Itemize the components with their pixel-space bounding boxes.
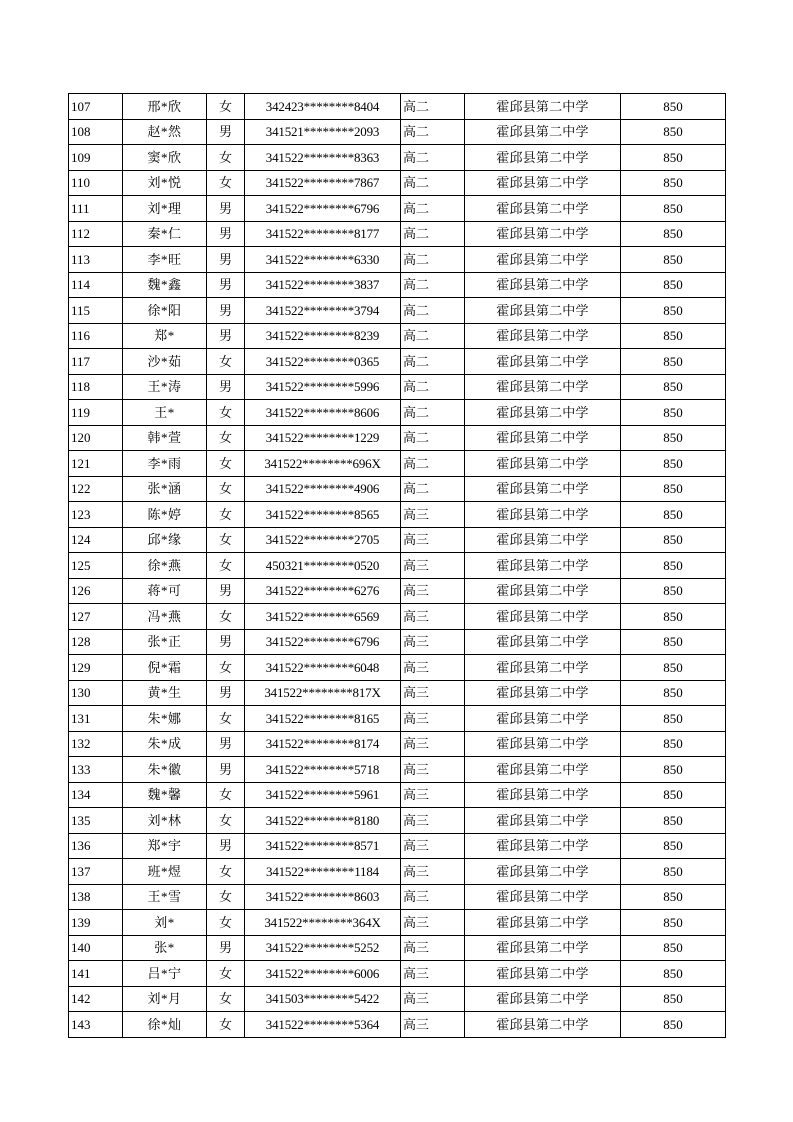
cell-amount: 850 [621, 349, 726, 375]
cell-gender: 女 [207, 986, 245, 1012]
cell-id-number: 341521********2093 [245, 119, 401, 145]
cell-id-number: 450321********0520 [245, 553, 401, 579]
cell-name: 秦*仁 [123, 221, 207, 247]
cell-id-number: 341522********8606 [245, 400, 401, 426]
table-row [69, 629, 726, 655]
cell-amount: 850 [621, 247, 726, 273]
cell-school: 霍邱县第二中学 [465, 272, 621, 298]
cell-grade: 高三 [401, 706, 465, 732]
cell-gender: 女 [207, 655, 245, 681]
cell-grade: 高三 [401, 961, 465, 987]
cell-id-number: 341522********6330 [245, 247, 401, 273]
cell-school: 霍邱县第二中学 [465, 833, 621, 859]
cell-name: 陈*婷 [123, 502, 207, 528]
cell-id-number: 341522********2705 [245, 527, 401, 553]
cell-name: 王*涛 [123, 374, 207, 400]
cell-school: 霍邱县第二中学 [465, 451, 621, 477]
cell-amount: 850 [621, 425, 726, 451]
cell-id-number: 341522********8363 [245, 145, 401, 171]
cell-id-number: 341522********8180 [245, 808, 401, 834]
cell-gender: 男 [207, 247, 245, 273]
cell-id-number: 341522********5252 [245, 935, 401, 961]
cell-name: 刘*悦 [123, 170, 207, 196]
cell-grade: 高二 [401, 170, 465, 196]
cell-index: 114 [69, 272, 123, 298]
cell-id-number: 342423********8404 [245, 94, 401, 120]
cell-id-number: 341522********8177 [245, 221, 401, 247]
cell-school: 霍邱县第二中学 [465, 986, 621, 1012]
cell-gender: 女 [207, 502, 245, 528]
table-row [69, 884, 726, 910]
cell-id-number: 341522********3837 [245, 272, 401, 298]
table-row [69, 833, 726, 859]
cell-grade: 高三 [401, 553, 465, 579]
student-roster-table [68, 93, 726, 1038]
cell-grade: 高三 [401, 502, 465, 528]
cell-school: 霍邱县第二中学 [465, 196, 621, 222]
cell-school: 霍邱县第二中学 [465, 553, 621, 579]
cell-gender: 女 [207, 859, 245, 885]
cell-gender: 男 [207, 374, 245, 400]
cell-id-number: 341522********6569 [245, 604, 401, 630]
cell-grade: 高三 [401, 604, 465, 630]
cell-index: 142 [69, 986, 123, 1012]
cell-grade: 高三 [401, 808, 465, 834]
cell-index: 123 [69, 502, 123, 528]
table-body [69, 94, 726, 1038]
cell-grade: 高二 [401, 298, 465, 324]
cell-amount: 850 [621, 986, 726, 1012]
table-row [69, 349, 726, 375]
cell-gender: 男 [207, 272, 245, 298]
cell-name: 赵*然 [123, 119, 207, 145]
table-row [69, 272, 726, 298]
cell-school: 霍邱县第二中学 [465, 170, 621, 196]
cell-gender: 男 [207, 323, 245, 349]
cell-index: 122 [69, 476, 123, 502]
cell-name: 李*雨 [123, 451, 207, 477]
cell-amount: 850 [621, 782, 726, 808]
cell-school: 霍邱县第二中学 [465, 400, 621, 426]
cell-gender: 男 [207, 680, 245, 706]
cell-school: 霍邱县第二中学 [465, 527, 621, 553]
cell-name: 魏*鑫 [123, 272, 207, 298]
table-row [69, 425, 726, 451]
cell-school: 霍邱县第二中学 [465, 323, 621, 349]
cell-id-number: 341522********0365 [245, 349, 401, 375]
cell-grade: 高二 [401, 374, 465, 400]
cell-index: 124 [69, 527, 123, 553]
cell-name: 魏*馨 [123, 782, 207, 808]
cell-index: 112 [69, 221, 123, 247]
table-row [69, 119, 726, 145]
cell-id-number: 341522********6276 [245, 578, 401, 604]
cell-school: 霍邱县第二中学 [465, 757, 621, 783]
cell-gender: 女 [207, 553, 245, 579]
cell-gender: 女 [207, 527, 245, 553]
cell-name: 张* [123, 935, 207, 961]
cell-amount: 850 [621, 961, 726, 987]
cell-grade: 高三 [401, 731, 465, 757]
cell-gender: 男 [207, 629, 245, 655]
cell-amount: 850 [621, 221, 726, 247]
table-row [69, 808, 726, 834]
cell-gender: 男 [207, 935, 245, 961]
cell-id-number: 341522********7867 [245, 170, 401, 196]
cell-grade: 高二 [401, 145, 465, 171]
cell-grade: 高二 [401, 425, 465, 451]
cell-name: 张*正 [123, 629, 207, 655]
cell-amount: 850 [621, 451, 726, 477]
cell-amount: 850 [621, 196, 726, 222]
cell-grade: 高二 [401, 221, 465, 247]
cell-id-number: 341522********5961 [245, 782, 401, 808]
cell-name: 王*雪 [123, 884, 207, 910]
cell-gender: 女 [207, 910, 245, 936]
cell-id-number: 341522********696X [245, 451, 401, 477]
cell-amount: 850 [621, 859, 726, 885]
cell-amount: 850 [621, 706, 726, 732]
cell-id-number: 341522********8571 [245, 833, 401, 859]
cell-grade: 高三 [401, 833, 465, 859]
cell-grade: 高二 [401, 476, 465, 502]
cell-school: 霍邱县第二中学 [465, 221, 621, 247]
cell-school: 霍邱县第二中学 [465, 910, 621, 936]
cell-index: 110 [69, 170, 123, 196]
cell-index: 125 [69, 553, 123, 579]
cell-gender: 男 [207, 731, 245, 757]
cell-grade: 高二 [401, 119, 465, 145]
cell-school: 霍邱县第二中学 [465, 1012, 621, 1038]
cell-grade: 高三 [401, 757, 465, 783]
cell-name: 蒋*可 [123, 578, 207, 604]
cell-gender: 女 [207, 425, 245, 451]
cell-index: 118 [69, 374, 123, 400]
cell-index: 115 [69, 298, 123, 324]
cell-name: 刘*理 [123, 196, 207, 222]
cell-school: 霍邱县第二中学 [465, 884, 621, 910]
cell-id-number: 341522********817X [245, 680, 401, 706]
table-row [69, 706, 726, 732]
cell-grade: 高三 [401, 680, 465, 706]
cell-name: 邢*欣 [123, 94, 207, 120]
cell-grade: 高三 [401, 859, 465, 885]
cell-name: 吕*宁 [123, 961, 207, 987]
cell-gender: 男 [207, 757, 245, 783]
cell-id-number: 341522********8565 [245, 502, 401, 528]
cell-school: 霍邱县第二中学 [465, 502, 621, 528]
cell-id-number: 341522********8165 [245, 706, 401, 732]
cell-index: 120 [69, 425, 123, 451]
cell-id-number: 341522********1229 [245, 425, 401, 451]
cell-gender: 男 [207, 119, 245, 145]
table-row [69, 196, 726, 222]
cell-school: 霍邱县第二中学 [465, 578, 621, 604]
cell-index: 143 [69, 1012, 123, 1038]
cell-amount: 850 [621, 527, 726, 553]
cell-amount: 850 [621, 323, 726, 349]
cell-amount: 850 [621, 374, 726, 400]
cell-gender: 女 [207, 706, 245, 732]
cell-name: 张*涵 [123, 476, 207, 502]
cell-school: 霍邱县第二中学 [465, 247, 621, 273]
table-row [69, 1012, 726, 1038]
cell-gender: 女 [207, 476, 245, 502]
cell-gender: 女 [207, 884, 245, 910]
table-row [69, 986, 726, 1012]
table-row [69, 578, 726, 604]
cell-amount: 850 [621, 119, 726, 145]
cell-grade: 高二 [401, 451, 465, 477]
cell-grade: 高二 [401, 94, 465, 120]
cell-amount: 850 [621, 833, 726, 859]
cell-school: 霍邱县第二中学 [465, 680, 621, 706]
table-row [69, 247, 726, 273]
cell-gender: 女 [207, 961, 245, 987]
cell-index: 116 [69, 323, 123, 349]
cell-name: 沙*茹 [123, 349, 207, 375]
cell-gender: 男 [207, 298, 245, 324]
cell-index: 111 [69, 196, 123, 222]
cell-index: 136 [69, 833, 123, 859]
cell-amount: 850 [621, 884, 726, 910]
cell-name: 刘*月 [123, 986, 207, 1012]
cell-school: 霍邱县第二中学 [465, 731, 621, 757]
cell-index: 113 [69, 247, 123, 273]
cell-gender: 女 [207, 349, 245, 375]
cell-gender: 女 [207, 94, 245, 120]
cell-name: 朱*徽 [123, 757, 207, 783]
cell-id-number: 341522********3794 [245, 298, 401, 324]
cell-amount: 850 [621, 170, 726, 196]
cell-amount: 850 [621, 578, 726, 604]
cell-index: 137 [69, 859, 123, 885]
cell-school: 霍邱县第二中学 [465, 119, 621, 145]
cell-index: 121 [69, 451, 123, 477]
cell-name: 刘* [123, 910, 207, 936]
cell-amount: 850 [621, 629, 726, 655]
cell-index: 140 [69, 935, 123, 961]
cell-id-number: 341522********364X [245, 910, 401, 936]
cell-grade: 高二 [401, 196, 465, 222]
cell-school: 霍邱县第二中学 [465, 425, 621, 451]
cell-amount: 850 [621, 1012, 726, 1038]
cell-amount: 850 [621, 604, 726, 630]
cell-grade: 高三 [401, 986, 465, 1012]
cell-index: 131 [69, 706, 123, 732]
cell-name: 冯*燕 [123, 604, 207, 630]
cell-grade: 高三 [401, 1012, 465, 1038]
table-row [69, 400, 726, 426]
cell-school: 霍邱县第二中学 [465, 298, 621, 324]
table-row [69, 221, 726, 247]
cell-index: 135 [69, 808, 123, 834]
cell-name: 朱*娜 [123, 706, 207, 732]
cell-grade: 高三 [401, 910, 465, 936]
table-row [69, 527, 726, 553]
cell-amount: 850 [621, 731, 726, 757]
cell-school: 霍邱县第二中学 [465, 655, 621, 681]
table-row [69, 859, 726, 885]
cell-school: 霍邱县第二中学 [465, 604, 621, 630]
cell-name: 王* [123, 400, 207, 426]
cell-gender: 女 [207, 451, 245, 477]
table-row [69, 961, 726, 987]
cell-gender: 男 [207, 578, 245, 604]
table-row [69, 170, 726, 196]
cell-amount: 850 [621, 145, 726, 171]
cell-id-number: 341522********5718 [245, 757, 401, 783]
cell-gender: 女 [207, 400, 245, 426]
cell-gender: 男 [207, 196, 245, 222]
cell-id-number: 341522********5364 [245, 1012, 401, 1038]
cell-index: 119 [69, 400, 123, 426]
cell-amount: 850 [621, 400, 726, 426]
cell-index: 109 [69, 145, 123, 171]
cell-amount: 850 [621, 808, 726, 834]
cell-school: 霍邱县第二中学 [465, 349, 621, 375]
cell-name: 黄*生 [123, 680, 207, 706]
cell-name: 徐*阳 [123, 298, 207, 324]
cell-index: 133 [69, 757, 123, 783]
cell-grade: 高二 [401, 349, 465, 375]
cell-school: 霍邱县第二中学 [465, 808, 621, 834]
cell-school: 霍邱县第二中学 [465, 706, 621, 732]
table-row [69, 604, 726, 630]
table-row [69, 502, 726, 528]
cell-id-number: 341522********1184 [245, 859, 401, 885]
cell-amount: 850 [621, 757, 726, 783]
cell-gender: 男 [207, 833, 245, 859]
cell-grade: 高三 [401, 782, 465, 808]
cell-school: 霍邱县第二中学 [465, 94, 621, 120]
table-row [69, 731, 726, 757]
cell-grade: 高二 [401, 272, 465, 298]
table-row [69, 374, 726, 400]
cell-id-number: 341522********8239 [245, 323, 401, 349]
cell-index: 141 [69, 961, 123, 987]
cell-grade: 高三 [401, 884, 465, 910]
cell-school: 霍邱县第二中学 [465, 782, 621, 808]
cell-index: 129 [69, 655, 123, 681]
cell-index: 130 [69, 680, 123, 706]
cell-gender: 女 [207, 145, 245, 171]
cell-id-number: 341522********8174 [245, 731, 401, 757]
cell-id-number: 341503********5422 [245, 986, 401, 1012]
cell-id-number: 341522********6796 [245, 196, 401, 222]
cell-index: 108 [69, 119, 123, 145]
cell-id-number: 341522********6006 [245, 961, 401, 987]
cell-name: 郑*宇 [123, 833, 207, 859]
table-row [69, 145, 726, 171]
table-row [69, 94, 726, 120]
cell-amount: 850 [621, 910, 726, 936]
cell-name: 窦*欣 [123, 145, 207, 171]
cell-index: 134 [69, 782, 123, 808]
cell-name: 倪*霜 [123, 655, 207, 681]
cell-school: 霍邱县第二中学 [465, 935, 621, 961]
cell-amount: 850 [621, 476, 726, 502]
table-row [69, 655, 726, 681]
cell-grade: 高二 [401, 400, 465, 426]
cell-amount: 850 [621, 502, 726, 528]
cell-amount: 850 [621, 94, 726, 120]
cell-name: 朱*成 [123, 731, 207, 757]
cell-grade: 高二 [401, 247, 465, 273]
cell-amount: 850 [621, 935, 726, 961]
cell-grade: 高三 [401, 527, 465, 553]
cell-school: 霍邱县第二中学 [465, 859, 621, 885]
cell-grade: 高三 [401, 935, 465, 961]
table-row [69, 323, 726, 349]
cell-gender: 女 [207, 782, 245, 808]
cell-amount: 850 [621, 553, 726, 579]
cell-school: 霍邱县第二中学 [465, 374, 621, 400]
cell-index: 117 [69, 349, 123, 375]
table-row [69, 680, 726, 706]
table-row [69, 910, 726, 936]
cell-gender: 女 [207, 1012, 245, 1038]
cell-amount: 850 [621, 680, 726, 706]
cell-name: 徐*灿 [123, 1012, 207, 1038]
cell-amount: 850 [621, 298, 726, 324]
cell-id-number: 341522********4906 [245, 476, 401, 502]
cell-grade: 高二 [401, 323, 465, 349]
cell-name: 班*煜 [123, 859, 207, 885]
table-row [69, 553, 726, 579]
cell-name: 徐*燕 [123, 553, 207, 579]
cell-name: 刘*林 [123, 808, 207, 834]
cell-id-number: 341522********6796 [245, 629, 401, 655]
cell-name: 李*旺 [123, 247, 207, 273]
cell-id-number: 341522********5996 [245, 374, 401, 400]
cell-index: 126 [69, 578, 123, 604]
cell-index: 128 [69, 629, 123, 655]
cell-index: 138 [69, 884, 123, 910]
cell-index: 139 [69, 910, 123, 936]
cell-amount: 850 [621, 272, 726, 298]
table-row [69, 298, 726, 324]
table-row [69, 935, 726, 961]
cell-gender: 男 [207, 221, 245, 247]
cell-school: 霍邱县第二中学 [465, 476, 621, 502]
cell-index: 132 [69, 731, 123, 757]
cell-gender: 女 [207, 604, 245, 630]
cell-grade: 高三 [401, 655, 465, 681]
table-row [69, 757, 726, 783]
cell-id-number: 341522********6048 [245, 655, 401, 681]
table-row [69, 476, 726, 502]
cell-gender: 女 [207, 808, 245, 834]
cell-school: 霍邱县第二中学 [465, 145, 621, 171]
cell-index: 107 [69, 94, 123, 120]
cell-amount: 850 [621, 655, 726, 681]
cell-grade: 高三 [401, 578, 465, 604]
cell-school: 霍邱县第二中学 [465, 629, 621, 655]
cell-name: 郑* [123, 323, 207, 349]
table-row [69, 782, 726, 808]
table-row [69, 451, 726, 477]
cell-name: 邱*缘 [123, 527, 207, 553]
cell-name: 韩*萱 [123, 425, 207, 451]
cell-gender: 女 [207, 170, 245, 196]
cell-id-number: 341522********8603 [245, 884, 401, 910]
cell-index: 127 [69, 604, 123, 630]
cell-school: 霍邱县第二中学 [465, 961, 621, 987]
cell-grade: 高三 [401, 629, 465, 655]
